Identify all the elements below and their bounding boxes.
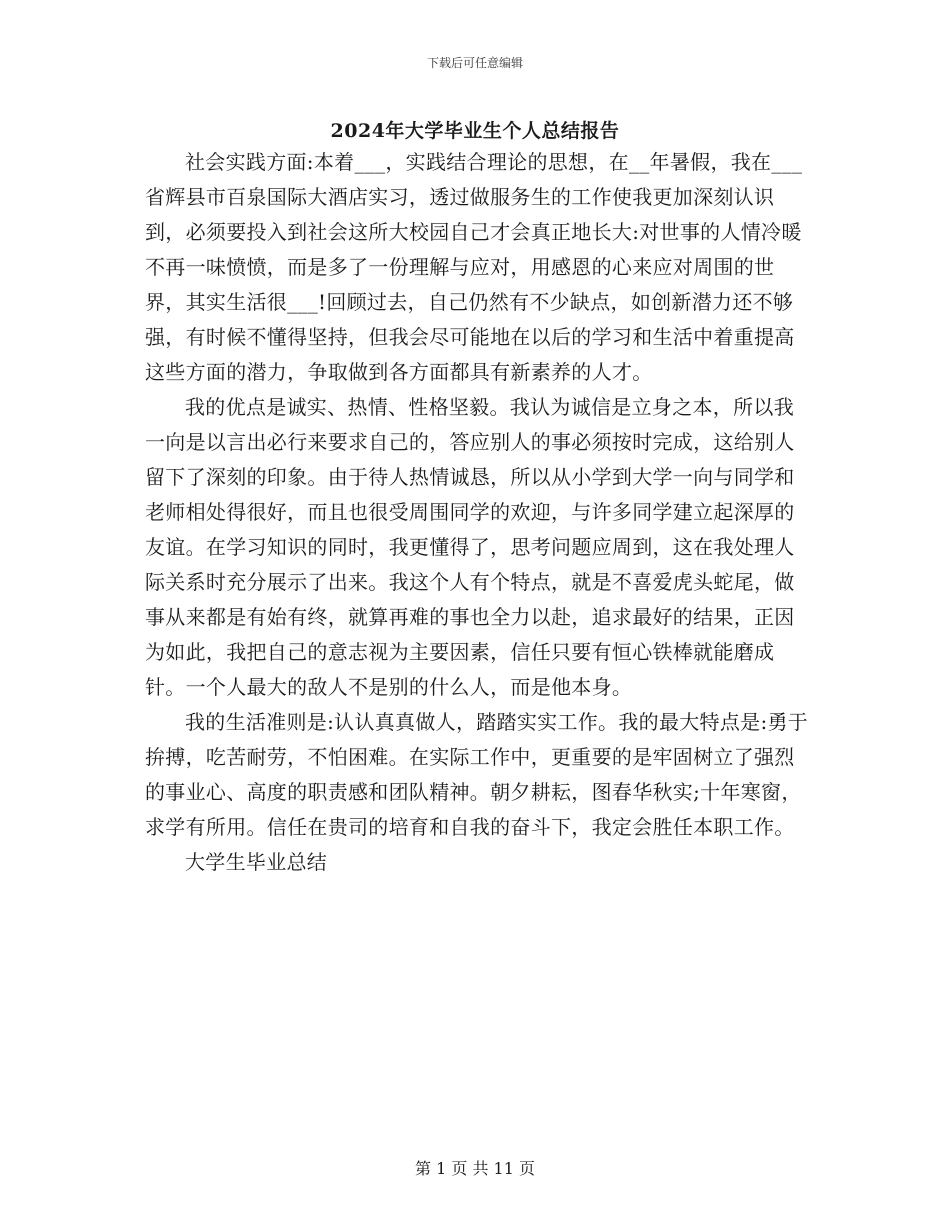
page-number: 第 1 页 共 11 页	[415, 1159, 535, 1178]
header-note: 下载后可任意编辑	[426, 56, 523, 70]
paragraph-strengths: 我的优点是诚实、热情、性格坚毅。我认为诚信是立身之本，所以我一向是以言出必行来要求自己的，答应别人的事必须按时完成，这给别人留下了深刻的印象。由于待人热情诚恳，所以从小学到大学一向与同学和老师相处得很好，而且也很受周围同学的欢迎，与许多同学建立起深厚的友谊。在学习知识的同时，我更懂得了，思考问题应周到，这在我处理人际关系时充分展示了出来。我这个人有个特点，就是不喜爱虎头蛇尾，做事从来都是有始有终，就算再难的事也全力以赴，追求最好的结果，正因为如此，我把自己的意志视为主要因素，信任只要有恒心铁棒就能磨成针。一个人最大的敌人不是别的什么人，而是他本身。	[145, 395, 795, 699]
paragraph-life-principles: 我的生活准则是:认认真真做人，踏踏实实工作。我的最大特点是:勇于拚搏，吃苦耐劳，不怕困难。在实际工作中，更重要的是牢固树立了强烈的事业心、高度的职责感和团队精神。朝夕耕耘，图春华秋实;十年寒窗，求学有所用。信任在贵司的培育和自我的奋斗下，我定会胜任本职工作。	[145, 710, 809, 839]
paragraph-social-practice: 社会实践方面:本着___，实践结合理论的思想，在__年暑假，我在___省辉县市百泉国际大酒店实习，透过做服务生的工作使我更加深刻认识到，必须要投入到社会这所大校园自己才会真正地长大:对世事的人情冷暖不再一味愤愤，而是多了一份理解与应对，用感恩的心来应对周围的世界，其实生活很___!回顾过去，自己仍然有不少缺点，如创新潜力还不够强，有时候不懂得坚持，但我会尽可能地在以后的学习和生活中着重提高这些方面的潜力，争取做到各方面都具有新素养的人才。	[145, 150, 803, 384]
document-title: 2024年大学毕业生个人总结报告	[330, 120, 620, 142]
section-heading-graduate-summary: 大学生毕业总结	[185, 850, 328, 874]
document-body	[145, 145, 810, 880]
